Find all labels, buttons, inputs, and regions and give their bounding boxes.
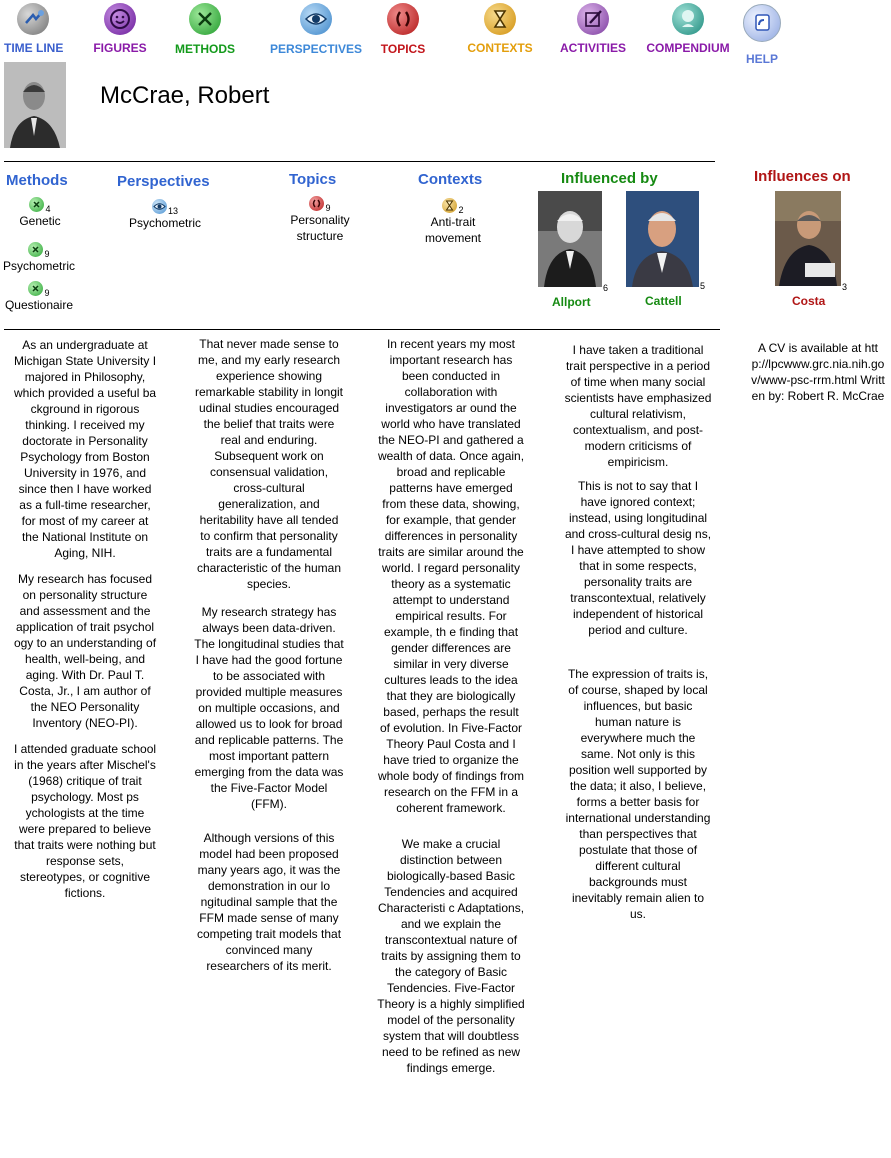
context-anti-trait[interactable]: $_2$ Anti-trait movement: [416, 197, 490, 246]
timeline-icon: [17, 3, 49, 35]
methods-icon: [28, 242, 43, 257]
bio-paragraph: This is not to say that I have ignored context; instead, using longitudinal and cross-cultural desig ns, I have attempted to show that in some respects, personality traits are transcontextual, relatively independent of historical period and culture.: [564, 479, 712, 637]
compendium-icon: [672, 3, 704, 35]
method-psychometric-label: Psychometric: [2, 259, 76, 273]
bio-column-4: [564, 342, 712, 932]
topics-heading: Topics: [289, 171, 337, 188]
help-icon: [743, 4, 781, 42]
methods-icon: [29, 197, 44, 212]
bio-paragraph: I have taken a traditional trait perspective in a period of time when many social scientists have emphasized cultural relativism, contextualism, and post-modern criticisms of empiricism.: [564, 343, 712, 469]
method-questionaire-label: Questionaire: [4, 298, 74, 312]
nav-perspectives[interactable]: [270, 3, 362, 56]
nav-figures[interactable]: [92, 3, 148, 55]
influenced-by-heading: Influenced by: [561, 170, 658, 187]
costa-photo[interactable]: [775, 191, 841, 286]
nav-methods-label: METHODS: [175, 42, 235, 56]
costa-count: 3: [842, 282, 848, 292]
cattell-label[interactable]: Cattell: [645, 294, 682, 308]
bio-paragraph: The expression of traits is, of course, shaped by local influences, but basic human nature is everywhere much the same. Not only is this position well supported by the data; it also, I believe, forms a better basis for international understanding than perspectives that postulate that those of different cultural backgrounds must inevitably remain alien to us.: [565, 667, 711, 921]
topic-personality-structure-label: Personality structure: [290, 213, 350, 243]
topic-personality-structure[interactable]: $_9$ Personality structure: [280, 195, 360, 244]
bio-column-1: [12, 337, 158, 911]
bio-column-2: [193, 336, 345, 984]
smiley-icon: [104, 3, 136, 35]
topics-icon: [309, 196, 324, 211]
eye-icon: [152, 199, 167, 214]
methods-icon: [189, 3, 221, 35]
person-name: McCrae, Robert: [100, 82, 270, 109]
methods-heading: Methods: [6, 172, 68, 189]
bio-column-3: [377, 336, 525, 1086]
nav-contexts-label: CONTEXTS: [467, 41, 533, 55]
bio-paragraph: Although versions of this model had been proposed many years ago, it was the demonstration in our lo ngitudinal sample that the FFM made sense of many competing trait models that convinced many researchers of its merit.: [196, 831, 342, 973]
allport-label[interactable]: Allport: [552, 295, 591, 309]
nav-topics-label: TOPICS: [380, 42, 426, 56]
nav-timeline-label: TIME LINE: [4, 41, 64, 55]
nav-help[interactable]: [740, 4, 784, 66]
hourglass-icon: [484, 3, 516, 35]
perspective-psychometric[interactable]: $_{13}$ Psychometric: [124, 198, 206, 231]
nav-compendium-label: COMPENDIUM: [646, 41, 730, 55]
bio-paragraph: As an undergraduate at Michigan State University I majored in Philosophy, which provided a useful ba ckground in rigorous thinking. I received my doctorate in Personality Psychology from Boston University in 1976, and since then I have worked as a full-time researcher, for most of my career at the National Institute on Aging, NIH.: [13, 338, 157, 560]
contexts-heading: Contexts: [418, 171, 483, 188]
topics-icon: [387, 3, 419, 35]
allport-photo[interactable]: [538, 191, 602, 287]
nav-figures-label: FIGURES: [93, 41, 147, 55]
bio-paragraph: In recent years my most important research has been conducted in collaboration with investigators ar ound the world who have translated the NEO-PI and gathered a wealth of data. Once again, broad and replicable patterns have emerged from these data, showing, for example, that gender differences in personality traits are similar around the world. I regard personality theory as a systematic attempt to understand empirical results. For example, th e finding that gender differences are similar in very diverse cultures leads to the idea that they are biologically based, perhaps the result of evolution. In Five-Factor Theory Paul Costa and I have tried to organize the whole body of findings from research on the FFM in a coherent framework.: [377, 337, 525, 815]
nav-timeline[interactable]: [4, 3, 62, 55]
nav-contexts[interactable]: [466, 3, 534, 55]
bio-paragraph: We make a crucial distinction between biologically-based Basic Tendencies and acquired Characteristi c Adaptations, and we explain the transcontextual nature of traits by assigning them to the category of Basic Tendencies. Five-Factor Theory is a highly simplified model of the personality system that will doubtless need to be refined as new findings emerge.: [377, 837, 525, 1075]
perspective-psychometric-label: Psychometric: [128, 216, 202, 230]
cv-note: A CV is available at http://lpcwww.grc.nia.nih.gov/www-psc-rrm.html Written by: Robert R. McCrae: [751, 341, 885, 403]
bio-paragraph: My research strategy has always been data-driven. The longitudinal studies that I have had the good fortune to be associated with provided multiple measures on multiple occasions, and allowed us to look for broad and replicable patterns. The most important pattern emerging from the data was the Five-Factor Model (FFM).: [194, 605, 344, 811]
nav-help-label: HELP: [745, 52, 778, 66]
method-questionaire[interactable]: $_9$ Questionaire: [0, 280, 78, 313]
method-psychometric[interactable]: $_9$ Psychometric: [0, 241, 78, 274]
person-portrait: [4, 62, 66, 148]
perspectives-heading: Perspectives: [117, 173, 210, 190]
divider: [4, 329, 720, 330]
cattell-photo[interactable]: [626, 191, 699, 287]
nav-methods[interactable]: [175, 3, 235, 56]
hourglass-icon: [442, 198, 457, 213]
cattell-count: 5: [700, 281, 706, 291]
nav-compendium[interactable]: [646, 3, 730, 55]
bio-paragraph: My research has focused on personality structure and assessment and the application of trait psychol ogy to an understanding of health, well-being, and aging. With Dr. Paul T. Costa, Jr., I am author of the NEO Personality Inventory (NEO-PI).: [13, 572, 157, 730]
influences-on-heading: Influences on: [754, 168, 851, 185]
bio-paragraph: I attended graduate school in the years after Mischel's (1968) critique of trait psychology. Most ps ychologists at the time were prepared to believe that traits were nothing but response sets, stereotypes, or cognitive fictions.: [13, 742, 157, 900]
nav-activities[interactable]: [558, 3, 628, 55]
method-genetic[interactable]: $_4$ Genetic: [4, 196, 76, 229]
divider: [4, 161, 715, 162]
method-genetic-label: Genetic: [19, 214, 61, 228]
methods-icon: [28, 281, 43, 296]
nav-perspectives-label: PERSPECTIVES: [270, 42, 363, 56]
nav-topics[interactable]: [378, 3, 428, 56]
eye-icon: [300, 3, 332, 35]
costa-label[interactable]: Costa: [792, 294, 826, 308]
allport-count: 6: [603, 283, 609, 293]
pencil-icon: [577, 3, 609, 35]
context-anti-trait-label: Anti-trait movement: [424, 215, 482, 245]
nav-activities-label: ACTIVITIES: [559, 41, 626, 55]
bio-paragraph: That never made sense to me, and my early research experience showing remarkable stability in longit udinal studies encouraged the belief that traits were real and enduring. Subsequent work on consensual validation, cross-cultural generalization, and heritability have all tended to confirm that personality traits are a fundamental characteristic of the human species.: [194, 337, 344, 591]
